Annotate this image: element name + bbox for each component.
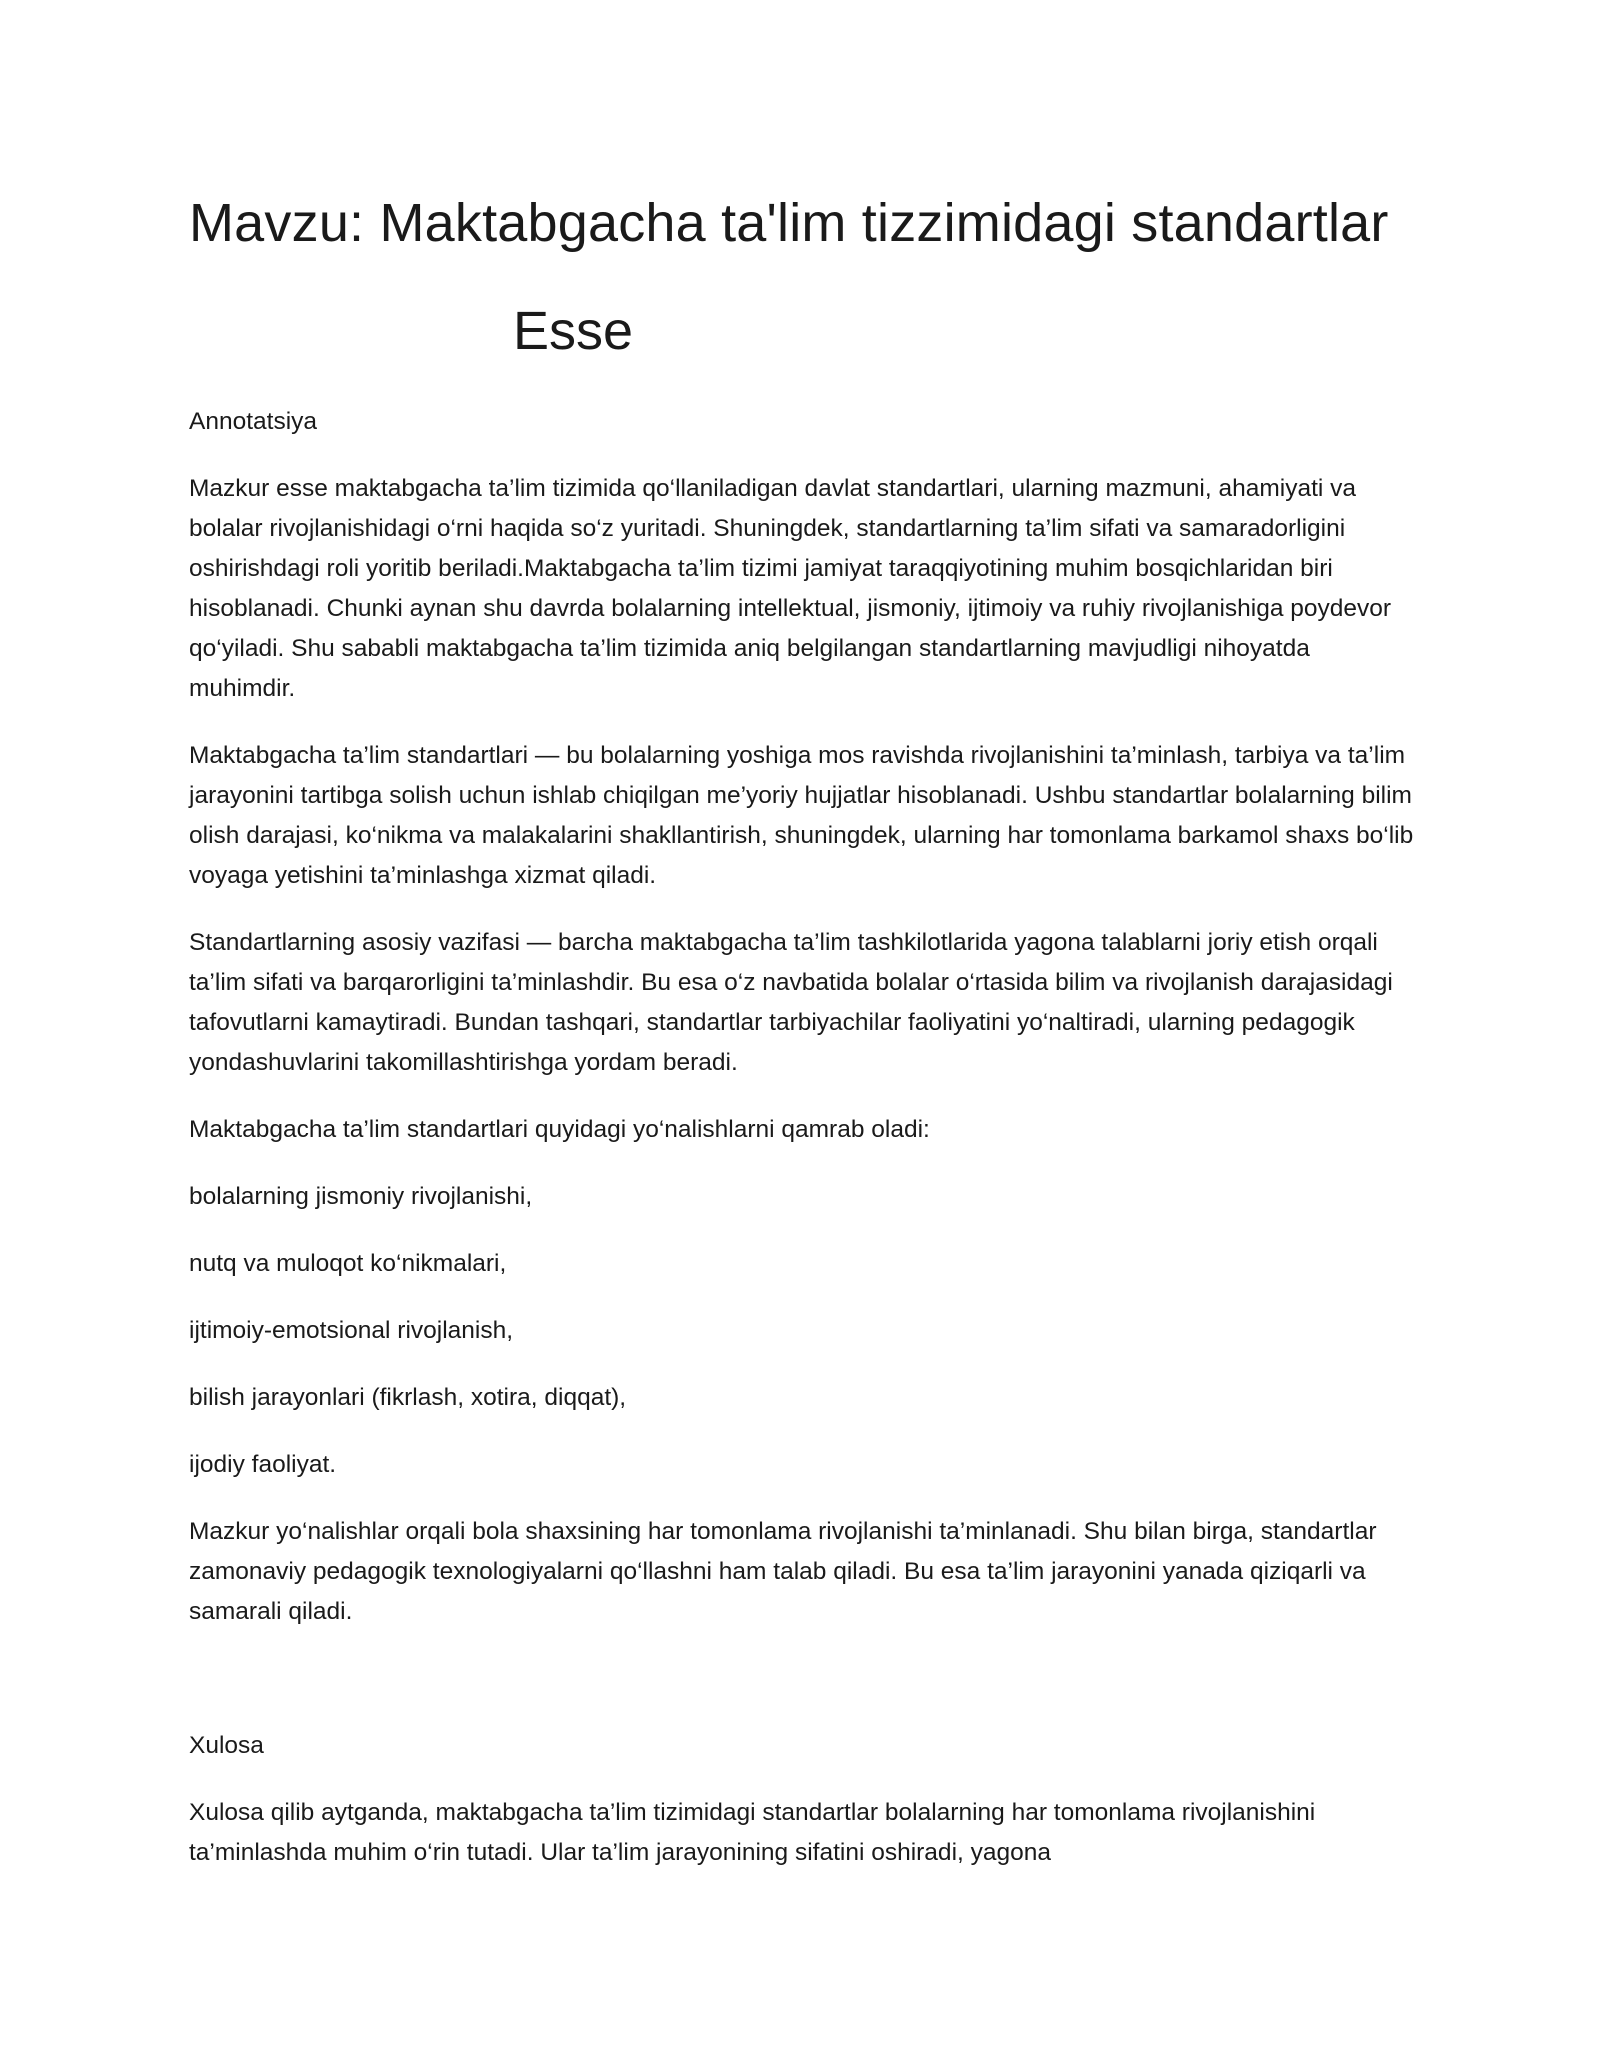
paragraph-conclusion: Xulosa qilib aytganda, maktabgacha ta’lim tizimidagi standartlar bolalarning har tomonlama rivojlanishini ta’minlashda muhim o‘rin tutadi. Ular ta’lim jarayonining sifatini oshiradi, yagona	[189, 1799, 1316, 1866]
list-item: ijodiy faoliyat.	[189, 1451, 337, 1478]
list-item: ijtimoiy-emotsional rivojlanish,	[189, 1317, 514, 1344]
conclusion-heading: Xulosa	[189, 1732, 264, 1759]
blank-line	[189, 1659, 1419, 1726]
paragraph-after-list: Mazkur yo‘nalishlar orqali bola shaxsining har tomonlama rivojlanishi ta’minlanadi. Shu bilan birga, standartlar zamonaviy pedagogik texnologiyalarni qo‘llashni ham talab qiladi. Bu esa ta’lim jarayonini yanada qiziqarli va samarali qiladi.	[189, 1518, 1377, 1625]
paragraph-main-task: Standartlarning asosiy vazifasi — barcha maktabgacha ta’lim tashkilotlarida yagona talablarni joriy etish orqali ta’lim sifati va barqarorligini ta’minlashdir. Bu esa o‘z navbatida bolalar o‘rtasida bilim va rivojlanish darajasidagi tafovutlarni kamaytiradi. Bundan tashqari, standartlar tarbiyachilar faoliyatini yo‘naltiradi, ularning pedagogik yondashuvlarini takomillashtirishga yordam beradi.	[189, 929, 1393, 1076]
document-title: Mavzu: Maktabgacha ta'lim tizzimidagi standartlar	[189, 193, 1389, 253]
annotation-heading: Annotatsiya	[189, 408, 318, 435]
paragraph-definition: Maktabgacha ta’lim standartlari — bu bolalarning yoshiga mos ravishda rivojlanishini ta’minlash, tarbiya va ta’lim jarayonini tartibga solish uchun ishlab chiqilgan me’yoriy hujjatlar hisoblanadi. Ushbu standartlar bolalarning bilim olish darajasi, ko‘nikma va malakalarini shakllantirish, shuningdek, ularning har tomonlama barkamol shaxs bo‘lib voyaga yetishini ta’minlashga xizmat qiladi.	[189, 742, 1414, 889]
document-body	[189, 402, 1419, 1900]
document-subtitle: Esse	[513, 301, 634, 361]
list-item: bolalarning jismoniy rivojlanishi,	[189, 1183, 533, 1210]
paragraph-directions-intro: Maktabgacha ta’lim standartlari quyidagi yo‘nalishlarni qamrab oladi:	[189, 1116, 930, 1143]
list-item: nutq va muloqot ko‘nikmalari,	[189, 1250, 507, 1277]
list-item: bilish jarayonlari (fikrlash, xotira, diqqat),	[189, 1384, 627, 1411]
paragraph-annotation: Mazkur esse maktabgacha ta’lim tizimida qo‘llaniladigan davlat standartlari, ularning mazmuni, ahamiyati va bolalar rivojlanishidagi o‘rni haqida so‘z yuritadi. Shuningdek, standartlarning ta’lim sifati va samaradorligini oshirishdagi roli yoritib beriladi.Maktabgacha ta’lim tizimi jamiyat taraqqiyotining muhim bosqichlaridan biri hisoblanadi. Chunki aynan shu davrda bolalarning intellektual, jismoniy, ijtimoiy va ruhiy rivojlanishiga poydevor qo‘yiladi. Shu sababli maktabgacha ta’lim tizimida aniq belgilangan standartlarning mavjudligi nihoyatda muhimdir.	[189, 475, 1392, 702]
